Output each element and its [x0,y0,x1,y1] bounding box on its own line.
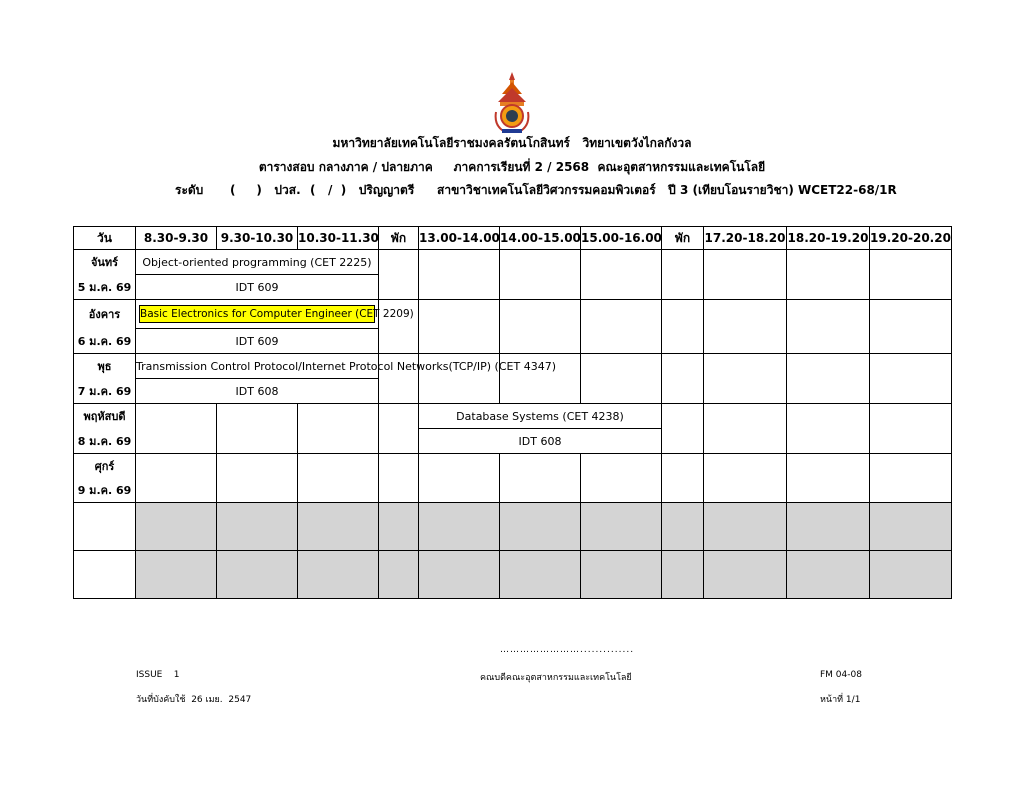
empty-cell [419,454,500,503]
program-line: สาขาวิชาเทคโนโลยีวิศวกรรมคอมพิวเตอร์ ปี 3 (เทียบโอนรายวิชา) WCET22-68/1R [437,183,897,197]
highlighted-subject-text: Basic Electronics for Computer Engineer (CET 2209) [139,305,375,323]
header-slot-4: 13.00-14.00 [419,227,500,250]
header-slot-7: 17.20-18.20 [704,227,787,250]
shaded-cell [787,503,870,551]
empty-cell [870,354,952,404]
shaded-cell [870,503,952,551]
shaded-cell [704,551,787,599]
empty-cell [298,454,379,503]
break-cell [379,250,419,300]
university-emblem [494,72,530,134]
effective-date: วันที่บังคับใช้ 26 เมย. 2547 [136,695,252,705]
empty-cell [500,454,581,503]
break-cell [379,404,419,454]
empty-cell [870,300,952,354]
empty-cell [581,250,662,300]
exam-room: IDT 608 [419,429,662,454]
shaded-cell [581,503,662,551]
shaded-cell [581,551,662,599]
header-slot-8: 18.20-19.20 [787,227,870,250]
day-name: ศุกร์ [74,454,136,479]
shaded-cell [419,551,500,599]
break-cell [379,454,419,503]
header-break-2: พัก [662,227,704,250]
exam-subject: Object-oriented programming (CET 2225) [136,250,379,275]
shaded-cell [136,503,217,551]
empty-cell [704,250,787,300]
schedule-line: ตารางสอบ กลางภาค / ปลายภาค ภาคการเรียนที่ 2 / 2568 คณะอุตสาหกรรมและเทคโนโลยี [258,160,766,174]
empty-cell [787,454,870,503]
university-title: มหาวิทยาลัยเทคโนโลยีราชมงคลรัตนโกสินทร์ วิทยาเขตวังไกลกังวล [332,136,692,150]
shaded-cell [298,503,379,551]
empty-cell [217,454,298,503]
empty-cell [787,404,870,454]
table-row [74,404,952,429]
empty-cell [581,300,662,354]
break-cell [662,404,704,454]
break-cell [662,354,704,404]
empty-cell [870,454,952,503]
shaded-cell [662,503,704,551]
blank-row [74,503,952,551]
empty-cell [787,300,870,354]
table-row [74,300,952,329]
exam-room: IDT 608 [136,379,379,404]
level-option-diploma: ( ) ปวส. [230,183,301,197]
shaded-cell [704,503,787,551]
empty-cell [787,250,870,300]
issue-label: ISSUE 1 [136,670,180,680]
page-number: หน้าที่ 1/1 [820,695,861,705]
empty-cell [787,354,870,404]
break-cell [662,250,704,300]
signature-line: …………………….............. [500,645,635,655]
day-name: พฤหัสบดี [74,404,136,429]
day-date: 7 ม.ค. 69 [74,379,136,404]
day-name: พุธ [74,354,136,379]
day-date: 5 ม.ค. 69 [74,275,136,300]
day-name: จันทร์ [74,250,136,275]
form-number: FM 04-08 [820,670,862,680]
break-cell [662,300,704,354]
day-name: อังคาร [74,300,136,329]
shaded-cell [500,551,581,599]
empty-cell [298,404,379,454]
shaded-cell [870,551,952,599]
header-slot-9: 19.20-20.20 [870,227,952,250]
shaded-cell [500,503,581,551]
empty-cell [704,454,787,503]
shaded-cell [379,503,419,551]
shaded-cell [217,503,298,551]
empty-cell [500,300,581,354]
shaded-cell [787,551,870,599]
header-slot-3: 10.30-11.30 [298,227,379,250]
empty-cell [704,404,787,454]
empty-cell [704,300,787,354]
empty-cell [581,454,662,503]
header-slot-5: 14.00-15.00 [500,227,581,250]
table-row [74,250,952,275]
break-cell [662,454,704,503]
day-date: 8 ม.ค. 69 [74,429,136,454]
empty-cell [419,250,500,300]
empty-cell [136,454,217,503]
exam-room: IDT 609 [136,329,379,354]
empty-cell [870,404,952,454]
shaded-cell [217,551,298,599]
empty-cell [704,354,787,404]
empty-cell [74,551,136,599]
shaded-cell [298,551,379,599]
empty-cell [217,404,298,454]
day-date: 9 ม.ค. 69 [74,478,136,503]
empty-cell [419,300,500,354]
header-slot-1: 8.30-9.30 [136,227,217,250]
exam-subject: Database Systems (CET 4238) [419,404,662,429]
table-row [74,454,952,479]
shaded-cell [419,503,500,551]
empty-cell [870,250,952,300]
table-header-row [74,227,952,250]
level-option-bachelor: ( / ) ปริญญาตรี [310,183,415,197]
shaded-cell [379,551,419,599]
empty-cell [136,404,217,454]
empty-cell [500,250,581,300]
empty-cell [581,354,662,404]
dean-title: คณบดีคณะอุตสาหกรรมและเทคโนโลยี [480,673,632,683]
shaded-cell [136,551,217,599]
blank-row [74,551,952,599]
empty-cell [74,503,136,551]
exam-subject: Transmission Control Protocol/Internet Protocol Networks(TCP/IP) (CET 4347) [136,354,379,379]
exam-schedule-table [73,226,952,599]
day-date: 6 ม.ค. 69 [74,329,136,354]
table-row [74,354,952,379]
exam-subject-highlighted [136,300,414,329]
level-label: ระดับ [175,183,204,197]
header-day: วัน [74,227,136,250]
exam-room: IDT 609 [136,275,379,300]
header-slot-6: 15.00-16.00 [581,227,662,250]
header-slot-2: 9.30-10.30 [217,227,298,250]
header-break-1: พัก [379,227,419,250]
shaded-cell [662,551,704,599]
